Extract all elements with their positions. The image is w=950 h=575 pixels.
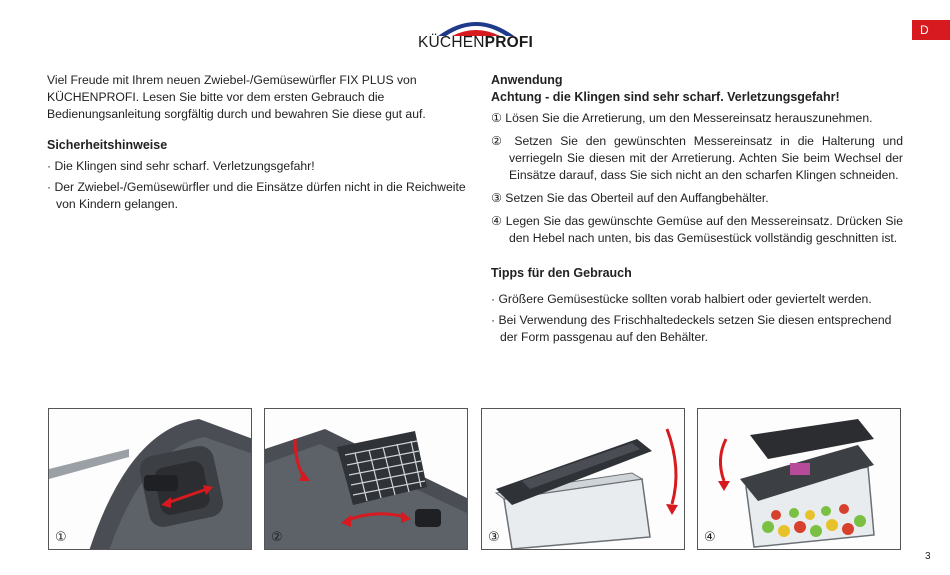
page-number: 3 — [925, 551, 931, 562]
illustration-panel-4 — [697, 408, 901, 550]
panel-number: ① — [55, 529, 67, 544]
arretierung-illustration — [49, 409, 252, 550]
tip-item: · Bei Verwendung des Frischhaltedeckels setzen Sie diesen entsprechend der Form passgenau auf den Behälter. — [491, 313, 892, 344]
step-2: ② Setzen Sie den gewünschten Messereinsatz in die Halterung und verriegeln Sie diesen mit der Arretierung. Achten Sie beim Wechsel der Einsätze darauf, dass Sie sich nicht an den scharfen Klingen schneiden. — [491, 134, 903, 182]
right-column — [491, 72, 903, 346]
language-tab: D — [912, 20, 950, 40]
panel-number: ③ — [488, 529, 500, 544]
tips-heading: Tipps für den Gebrauch — [491, 266, 632, 280]
messereinsatz-illustration — [265, 409, 468, 550]
intro-text: Viel Freude mit Ihrem neuen Zwiebel-/Gemüsewürfler FIX PLUS von KÜCHENPROFI. Lesen Sie bitte vor dem ersten Gebrauch die Bedienungsanleitung sorgfältig durch und bewahren Sie diese gut auf. — [47, 73, 426, 121]
brand-logo — [416, 14, 534, 58]
illustration-panel-1 — [48, 408, 252, 550]
safety-item: · Die Klingen sind sehr scharf. Verletzungsgefahr! — [47, 159, 315, 173]
illustration-panel-2 — [264, 408, 468, 550]
warning-text: Achtung - die Klingen sind sehr scharf. Verletzungsgefahr! — [491, 90, 840, 104]
step-3: ③ Setzen Sie das Oberteil auf den Auffangbehälter. — [491, 191, 769, 205]
safety-heading: Sicherheitshinweise — [47, 138, 168, 152]
gemuese-illustration — [698, 409, 901, 550]
tip-item: · Größere Gemüsestücke sollten vorab halbiert oder geviertelt werden. — [491, 292, 872, 306]
panel-number: ④ — [704, 529, 716, 544]
panel-number: ② — [271, 529, 283, 544]
left-column — [47, 72, 467, 213]
oberteil-illustration — [482, 409, 685, 550]
step-4: ④ Legen Sie das gewünschte Gemüse auf den Messereinsatz. Drücken Sie den Hebel nach unten, bis das Gemüsestück vollständig geschnitten ist. — [491, 214, 903, 245]
usage-heading: Anwendung — [491, 73, 563, 87]
illustration-panel-3 — [481, 408, 685, 550]
safety-item: · Der Zwiebel-/Gemüsewürfler und die Einsätze dürfen nicht in die Reichweite von Kindern gelangen. — [47, 180, 466, 211]
step-1: ① Lösen Sie die Arretierung, um den Messereinsatz herauszunehmen. — [491, 111, 873, 125]
logo-wordmark: KÜCHENPROFI — [418, 34, 534, 51]
